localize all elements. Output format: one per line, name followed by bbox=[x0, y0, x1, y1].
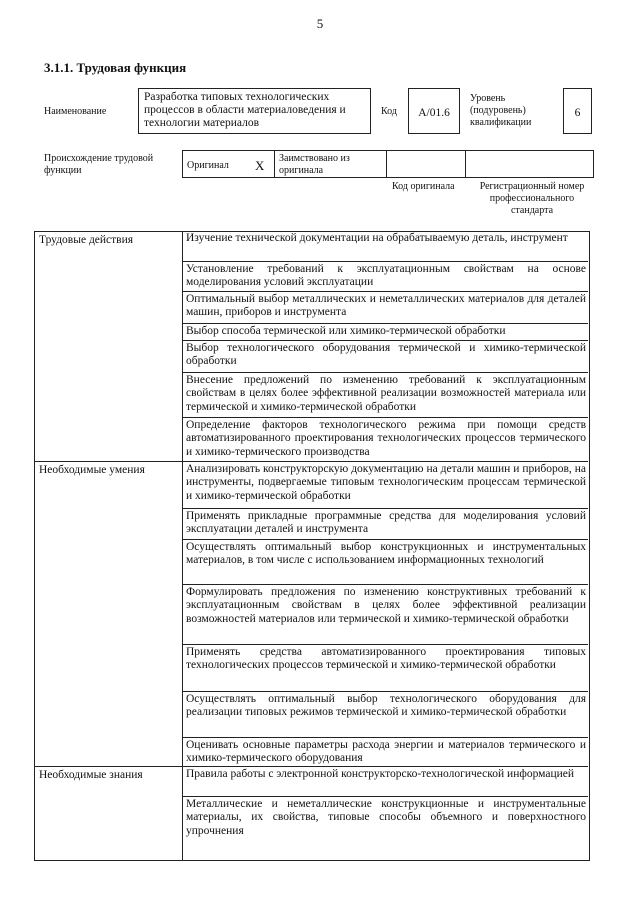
table-row: Применять средства автоматизированного проектирования типовых технологических процессов термической и химико-термической обработки bbox=[183, 644, 588, 691]
table-row: Установление требований к эксплуатационным свойствам на основе моделирования условий эксплуатации bbox=[183, 261, 588, 291]
table-row: Осуществлять оптимальный выбор конструкционных и инструментальных материалов, в том числе с использованием информационных технологий bbox=[183, 539, 588, 584]
group-title-actions: Трудовые действия bbox=[39, 234, 134, 246]
code-label: Код bbox=[381, 106, 397, 117]
group-title-skills: Необходимые умения bbox=[39, 464, 145, 476]
table-row: Анализировать конструкторскую документацию на детали машин и приборов, на инструменты, подвергаемые типовым технологическим процессам термической и химико-термической обработки bbox=[183, 461, 588, 508]
name-value-box bbox=[138, 88, 371, 134]
group-title-knowledge: Необходимые знания bbox=[39, 769, 143, 781]
table-row: Выбор технологического оборудования термической и химико-термической обработки bbox=[183, 340, 588, 372]
table-row: Формулировать предложения по изменению конструктивных требований к эксплуатационным свойствам в целях более эффективной реализации возможностей материалов или термической и химико-термической обработки bbox=[183, 584, 588, 644]
section-title: 3.1.1. Трудовая функция bbox=[44, 60, 187, 75]
code-value: А/01.6 bbox=[408, 88, 460, 134]
level-label: Уровень (подуровень) квалификации bbox=[470, 93, 532, 128]
table-row: Металлические и неметаллические конструкционные и инструментальные материалы, их свойства, типовые способы объемного и поверхностного упрочнения bbox=[183, 796, 588, 861]
table-row: Определение факторов технологического режима при помощи средств автоматизированного проектирования технологических процессов термического и химико-термического производства bbox=[183, 417, 588, 461]
code-original-caption: Код оригинала bbox=[392, 181, 455, 192]
name-value-line: Разработка типовых технологических bbox=[144, 91, 330, 103]
table-row: Оптимальный выбор металлических и неметаллических материалов для деталей машин, приборов и инструмента bbox=[183, 291, 588, 323]
reg-number-caption: Регистрационный номер профессионального стандарта bbox=[479, 181, 585, 216]
original-mark: X bbox=[255, 158, 265, 173]
table-row: Выбор способа термической или химико-термической обработки bbox=[183, 323, 588, 340]
name-label: Наименование bbox=[44, 106, 107, 117]
table-row: Правила работы с электронной конструкторско-технологической информацией bbox=[183, 766, 588, 796]
table-row: Осуществлять оптимальный выбор технологического оборудования для реализации типовых режимов термической и химико-термической обработки bbox=[183, 691, 588, 737]
table-row: Применять прикладные программные средства для моделирования условий эксплуатации деталей и инструмента bbox=[183, 508, 588, 539]
origin-label: Происхождение трудовой функции bbox=[44, 153, 154, 176]
borrowed-label: Заимствовано из оригинала bbox=[279, 153, 350, 176]
name-value-line: процессов в области материаловедения и bbox=[144, 104, 346, 116]
original-label: Оригинал bbox=[187, 160, 229, 171]
table-row: Изучение технической документации на обрабатываемую деталь, инструмент bbox=[186, 232, 568, 244]
origin-table bbox=[182, 150, 594, 178]
name-value-line: технологии материалов bbox=[144, 117, 260, 129]
table-row: Оценивать основные параметры расхода энергии и материалов термического и химико-термического оборудования bbox=[183, 737, 588, 766]
page-number: 5 bbox=[316, 16, 324, 31]
level-value: 6 bbox=[563, 88, 592, 134]
table-row: Внесение предложений по изменению требований к эксплуатационным свойствам в целях более эффективной реализации возможностей материала или термической и химико-термической обработки bbox=[183, 372, 588, 417]
